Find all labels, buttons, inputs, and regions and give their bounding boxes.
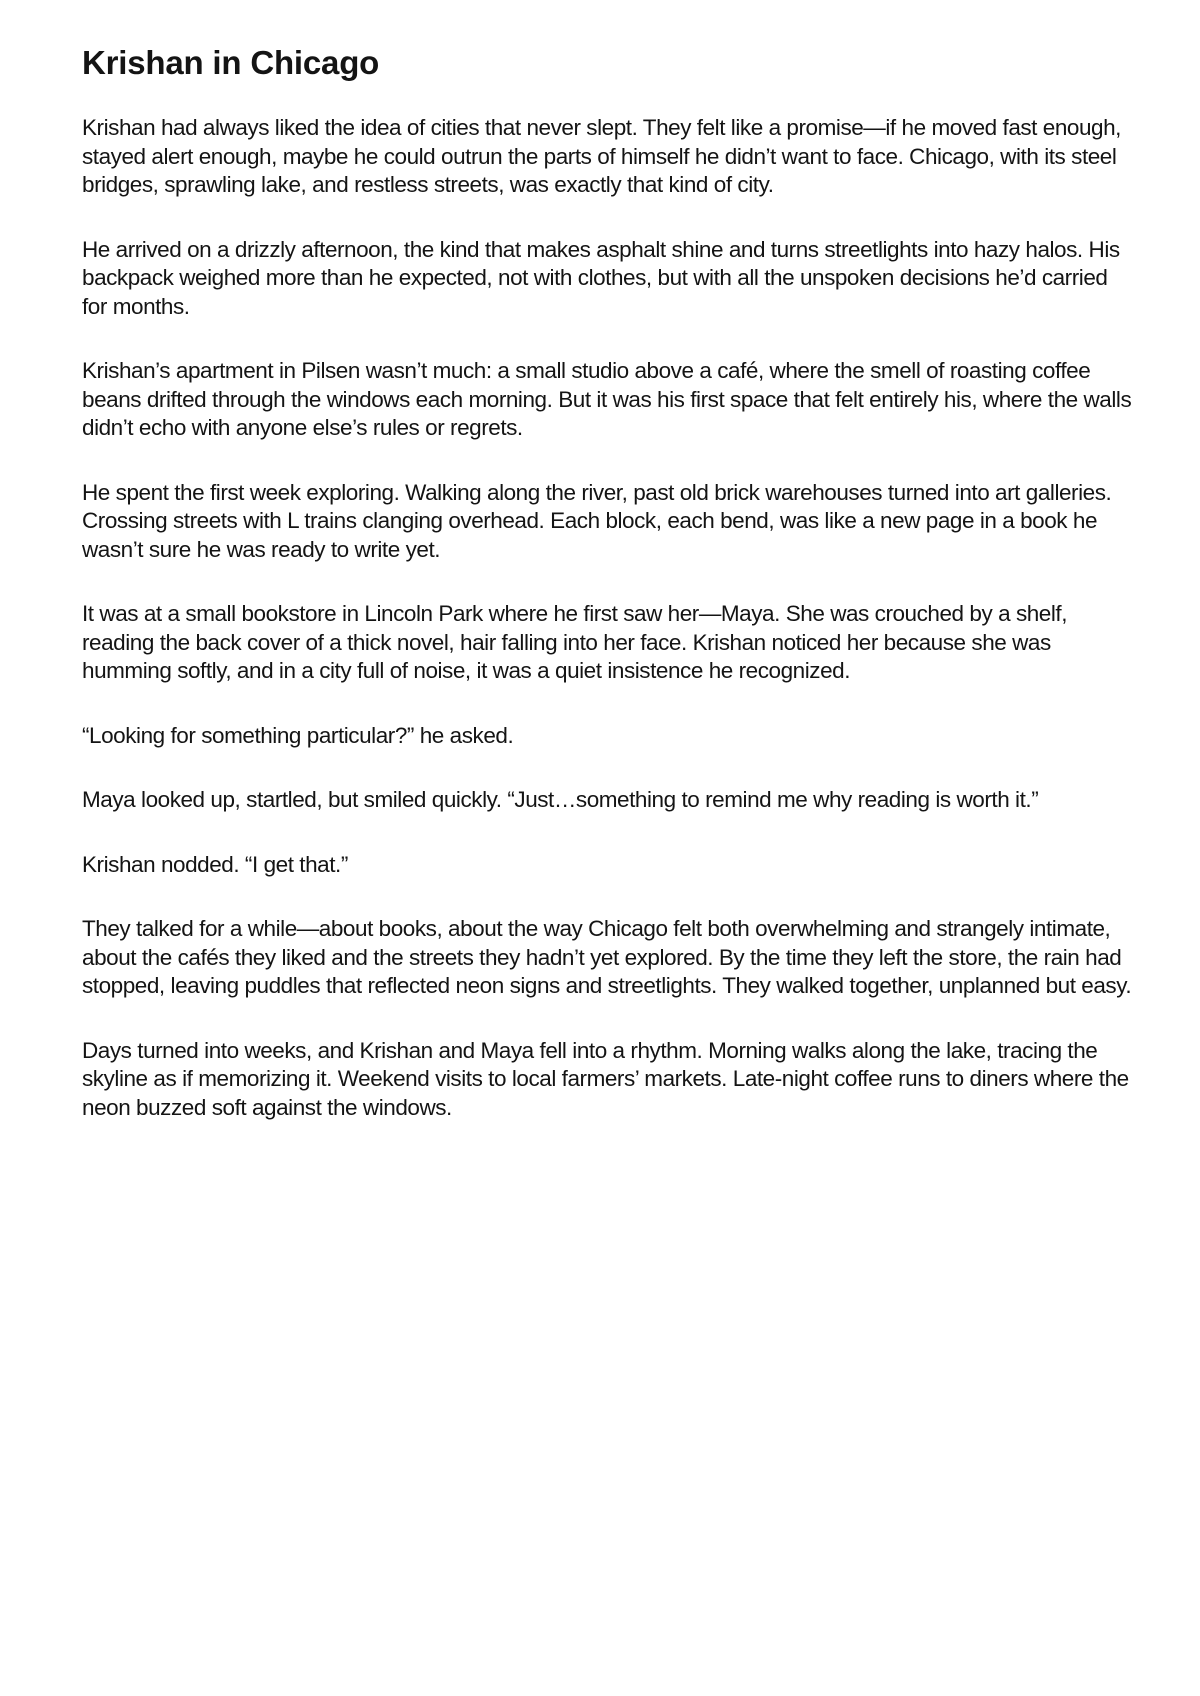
paragraph: Days turned into weeks, and Krishan and Maya fell into a rhythm. Morning walks along the lake, tracing the skyline as if memorizing it. Weekend visits to local farmers’ markets. Late-night coffee runs to diners where the neon buzzed soft against the windows. xyxy=(82,1037,1129,1120)
paragraph: Krishan had always liked the idea of cities that never slept. They felt like a promise—if he moved fast enough, stayed alert enough, maybe he could outrun the parts of himself he didn’t want to face. Chicago, with its steel bridges, sprawling lake, and restless streets, was exactly that kind of city. xyxy=(82,115,1121,197)
document-title: Krishan in Chicago xyxy=(82,44,380,81)
paragraph: It was at a small bookstore in Lincoln Park where he first saw her—Maya. She was crouched by a shelf, reading the back cover of a thick novel, hair falling into her face. Krishan noticed her because she was humming softly, and in a city full of noise, it was a quiet insistence he recognized. xyxy=(82,601,1068,683)
paragraph: He spent the first week exploring. Walking along the river, past old brick warehouses turned into art galleries. Crossing streets with L trains clanging overhead. Each block, each bend, was like a new page in a book he wasn’t sure he was ready to write yet. xyxy=(82,479,1112,562)
paragraph: Krishan’s apartment in Pilsen wasn’t much: a small studio above a café, where the smell of roasting coffee beans drifted through the windows each morning. But it was his first space that felt entirely his, where the walls didn’t echo with anyone else’s rules or regrets. xyxy=(82,358,1132,440)
paragraph: Krishan nodded. “I get that.” xyxy=(82,851,348,877)
paragraph: He arrived on a drizzly afternoon, the kind that makes asphalt shine and turns streetlights into hazy halos. His backpack weighed more than he expected, not with clothes, but with all the unspoken decisions he’d carried for months. xyxy=(82,236,1120,319)
document-body xyxy=(82,40,1132,1158)
paragraph: Maya looked up, startled, but smiled quickly. “Just…something to remind me why reading is worth it.” xyxy=(82,787,1039,812)
paragraph: “Looking for something particular?” he asked. xyxy=(82,722,514,748)
paragraph: They talked for a while—about books, about the way Chicago felt both overwhelming and strangely intimate, about the cafés they liked and the streets they hadn’t yet explored. By the time they left the store, the rain had stopped, leaving puddles that reflected neon signs and streetlights. They walked together, unplanned but easy. xyxy=(82,916,1132,998)
